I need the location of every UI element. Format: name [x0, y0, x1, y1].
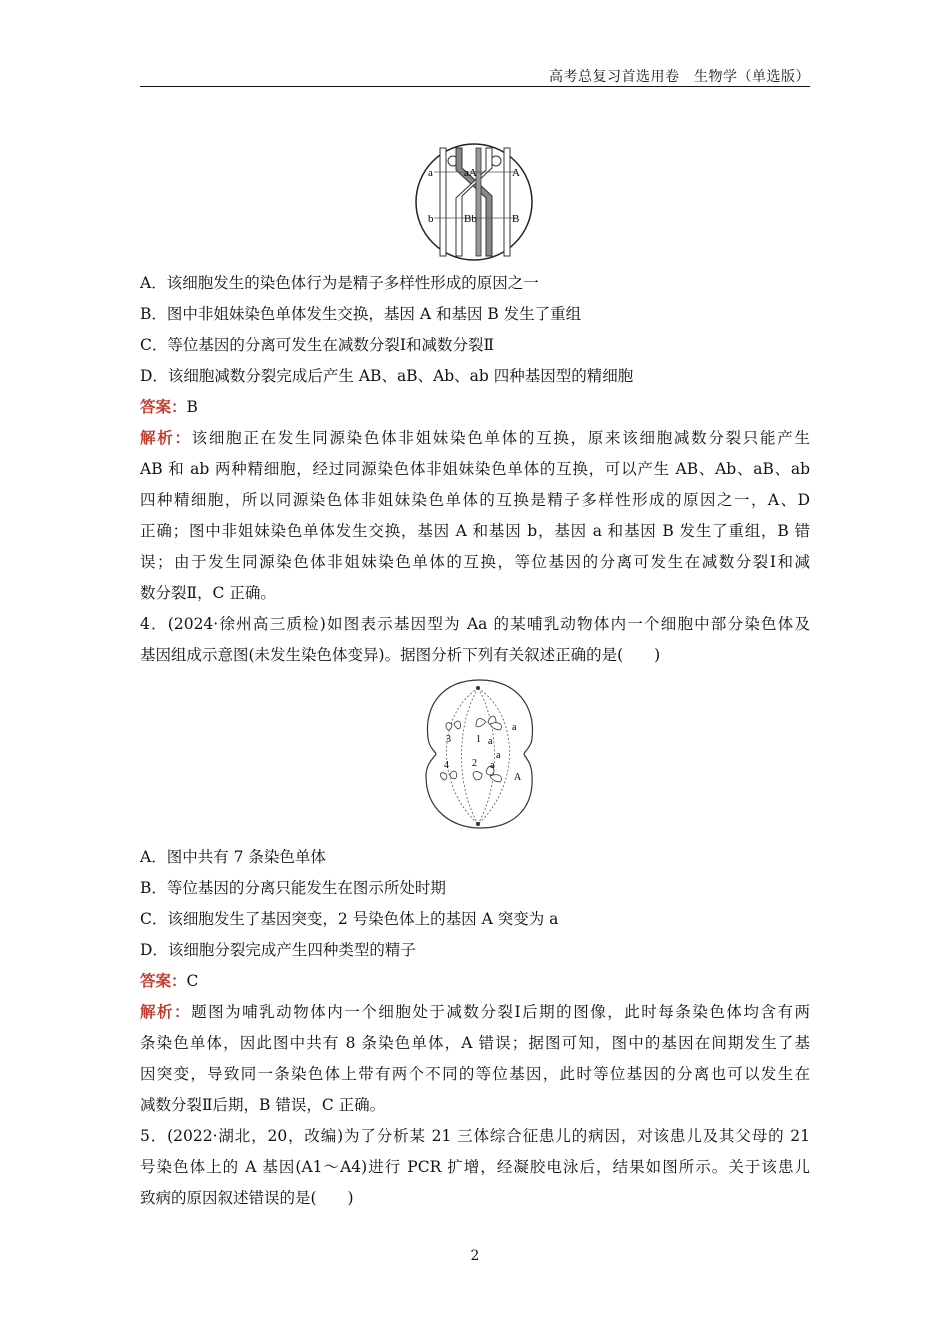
q4-option-d: D．该细胞分裂完成产生四种类型的精子 — [140, 941, 416, 959]
q4-answer: C — [186, 972, 199, 990]
header-divider — [140, 86, 810, 87]
q4-stem-line-1: 4．(2024·徐州高三质检)如图表示基因型为 Aa 的某哺乳动物体内一个细胞中部分染色体及 — [140, 615, 810, 633]
q3-answer-label: 答案： — [140, 397, 187, 416]
q4-option-b: B．等位基因的分离只能发生在图示所处时期 — [140, 879, 446, 897]
gene-label-a-1: a — [512, 722, 517, 733]
page-number: 2 — [470, 1248, 480, 1264]
chromosome-label-2: 2 — [472, 758, 477, 769]
gene-label-B-right: B — [512, 213, 520, 225]
chromatid-left — [440, 148, 446, 256]
cell-division-figure — [416, 676, 544, 832]
q3-analysis-line-6: 数分裂Ⅱ，C 正确。 — [140, 584, 276, 602]
q3-analysis-line-5: 误；由于发生同源染色体非姐妹染色单体的互换，等位基因的分离可发生在减数分裂Ⅰ和减 — [140, 553, 810, 571]
q3-option-a: A．该细胞发生的染色体行为是精子多样性形成的原因之一 — [140, 274, 539, 292]
q4-option-a: A．图中共有 7 条染色单体 — [140, 848, 326, 866]
gene-label-a-left: a — [428, 167, 433, 179]
chromosome-label-3: 3 — [446, 734, 451, 745]
q4-analysis-line-2: 条染色单体，因此图中共有 8 条染色单体，A 错误；据图可知，图中的基因在间期发生了基 — [140, 1034, 810, 1052]
q4-stem-line-2: 基因组成示意图(未发生染色体变异)。据图分析下列有关叙述正确的是( ) — [140, 646, 661, 664]
q3-analysis-text-1: 该细胞正在发生同源染色体非姐妹染色单体的互换，原来该细胞减数分裂只能产生 — [191, 429, 810, 447]
gene-label-Bb: Bb — [464, 213, 477, 225]
q3-answer-line — [140, 397, 810, 417]
q5-stem-line-2: 号染色体上的 A 基因(A1～A4)进行 PCR 扩增，经凝胶电泳后，结果如图所示。关于该患儿 — [140, 1158, 810, 1176]
chromosome-label-4: 4 — [444, 760, 449, 771]
chromosome-label-1: 1 — [476, 734, 481, 745]
chromatid-gray-right — [476, 148, 481, 256]
q3-analysis-line-2: AB 和 ab 两种精细胞，经过同源染色体非姐妹染色单体的互换，可以产生 AB、Ab、aB、ab — [140, 460, 810, 478]
q5-stem-line-1: 5．(2022·湖北，20，改编)为了分析某 21 三体综合征患儿的病因，对该患儿及其父母的 21 — [140, 1127, 810, 1145]
q3-answer: B — [186, 398, 198, 416]
q3-analysis-line-1 — [140, 428, 810, 448]
cell-membrane — [426, 680, 533, 828]
gene-label-b-left: b — [428, 213, 434, 225]
q4-analysis-line-3: 因突变，导致同一条染色体上带有两个不同的等位基因，此时等位基因的分离也可以发生在 — [140, 1065, 810, 1083]
q3-option-b: B．图中非姐妹染色单体发生交换，基因 A 和基因 B 发生了重组 — [140, 305, 582, 323]
q4-analysis-text-1: 题图为哺乳动物体内一个细胞处于减数分裂Ⅰ后期的图像，此时每条染色体均含有两 — [191, 1003, 810, 1021]
q3-option-c: C．等位基因的分离可发生在减数分裂Ⅰ和减数分裂Ⅱ — [140, 336, 495, 354]
q4-option-c: C．该细胞发生了基因突变，2 号染色体上的基因 A 突变为 a — [140, 910, 559, 928]
gene-label-A-right: A — [512, 167, 520, 179]
gene-label-aA: aA — [464, 167, 477, 179]
q4-answer-line — [140, 971, 810, 991]
chromatid-right — [504, 148, 510, 256]
q5-stem-line-3: 致病的原因叙述错误的是( ) — [140, 1189, 354, 1207]
q4-analysis-line-4: 减数分裂Ⅱ后期，B 错误，C 正确。 — [140, 1096, 386, 1114]
gene-label-A: A — [514, 772, 522, 783]
gene-label-a-3: a — [496, 750, 501, 761]
crossover-figure — [412, 140, 536, 264]
q4-analysis-label: 解析： — [140, 1002, 192, 1021]
page-header-title: 高考总复习首选用卷 生物学（单选版） — [549, 69, 810, 85]
q4-answer-label: 答案： — [140, 971, 187, 990]
gene-label-a-4: a — [490, 760, 495, 771]
q4-analysis-line-1 — [140, 1002, 810, 1022]
q3-analysis-line-3: 四种精细胞，所以同源染色体非姐妹染色单体的互换是精子多样性形成的原因之一，A、D — [140, 491, 810, 509]
q3-analysis-line-4: 正确；图中非姐妹染色单体发生交换，基因 A 和基因 b，基因 a 和基因 B 发生了重组，B 错 — [140, 522, 810, 540]
gene-label-a-2: a — [488, 736, 493, 747]
q3-option-d: D．该细胞减数分裂完成后产生 AB、aB、Ab、ab 四种基因型的精细胞 — [140, 367, 634, 385]
q3-analysis-label: 解析： — [140, 428, 192, 447]
